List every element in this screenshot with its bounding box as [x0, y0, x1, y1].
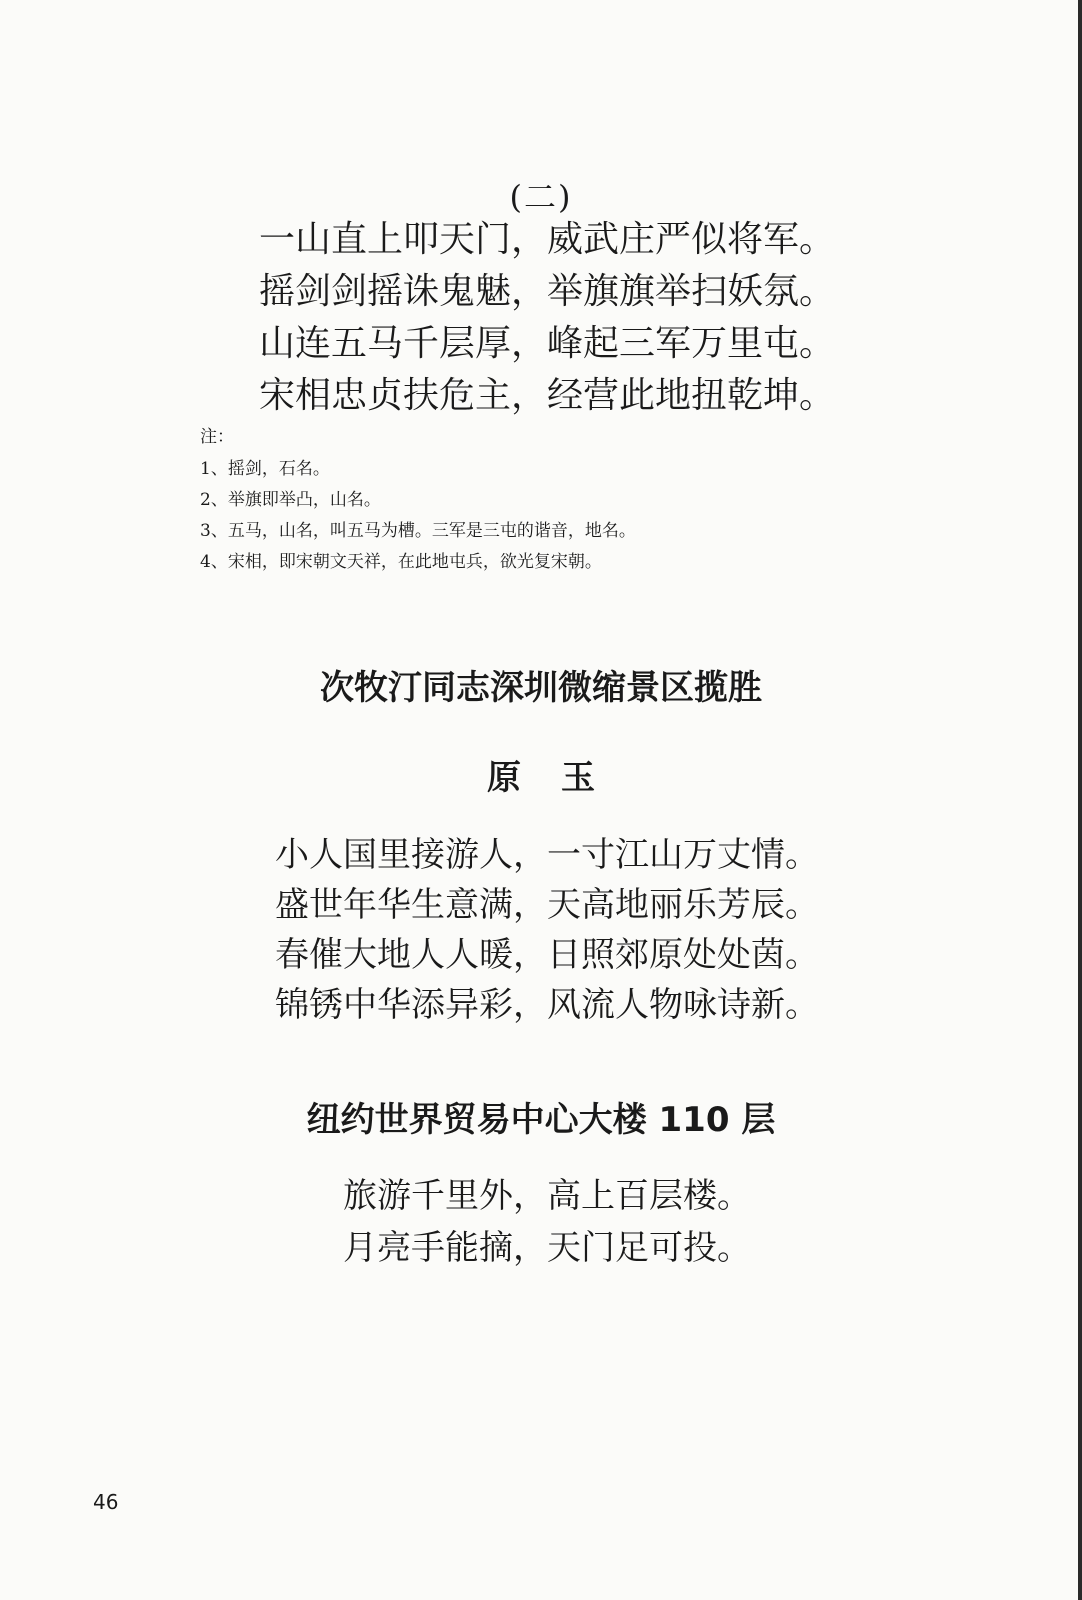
- poem-line: 月亮手能摘，天门足可投。: [343, 1228, 751, 1268]
- poem-line: 山连五马千层厚，峰起三军万里屯。: [258, 323, 835, 364]
- section-marker: (二): [509, 178, 573, 216]
- note-item: 2、举旗即举凸，山名。: [200, 490, 381, 510]
- poem-line: 盛世年华生意满，天高地丽乐芳辰。: [275, 885, 819, 925]
- poem-2: [0, 830, 1082, 1030]
- poem-line: 宋相忠贞扶危主，经营此地扭乾坤。: [258, 375, 835, 416]
- notes-heading: 注：: [200, 427, 234, 447]
- note-item: 3、五马，山名，叫五马为槽。三军是三屯的谐音，地名。: [200, 521, 636, 541]
- poem-title: 纽约世界贸易中心大楼 110 层: [306, 1100, 776, 1140]
- poem-title: 次牧汀同志深圳微缩景区揽胜: [320, 668, 762, 708]
- poem-author: 原玉: [487, 758, 635, 798]
- notes: [200, 420, 900, 578]
- poem-line: 一山直上叩天门，威武庄严似将军。: [258, 219, 835, 260]
- poem-line: 摇剑剑摇诛鬼魅，举旗旗举扫妖氛。: [258, 271, 835, 312]
- poem-3: [0, 1170, 1082, 1274]
- poem-1: [0, 214, 1082, 422]
- page-number: 46: [93, 1490, 119, 1514]
- poem-line: 春催大地人人暖，日照郊原处处茵。: [275, 935, 819, 975]
- note-item: 1、摇剑，石名。: [200, 459, 330, 479]
- poem-line: 锦锈中华添异彩，风流人物咏诗新。: [275, 985, 819, 1025]
- poem-line: 旅游千里外，高上百层楼。: [343, 1176, 751, 1216]
- note-item: 4、宋相，即宋朝文天祥，在此地屯兵，欲光复宋朝。: [200, 552, 602, 572]
- poem-line: 小人国里接游人，一寸江山万丈情。: [275, 835, 819, 875]
